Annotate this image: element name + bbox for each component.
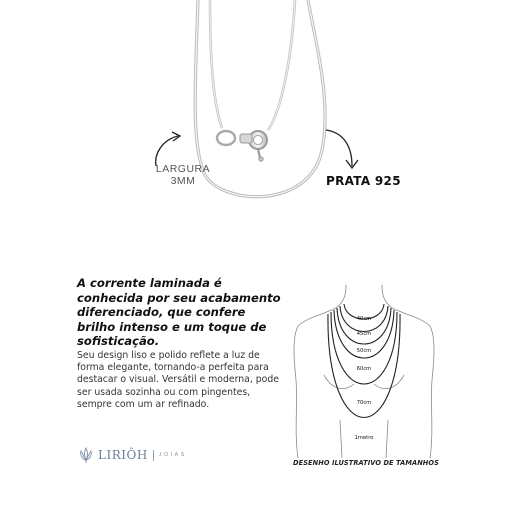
brand-logo xyxy=(78,445,187,465)
width-label-line2: 3MM xyxy=(170,175,196,187)
length-70cm-label: 70cm xyxy=(356,400,372,406)
width-label xyxy=(148,163,218,187)
size-diagram xyxy=(284,280,444,460)
length-1m-label: 1metro xyxy=(354,435,374,441)
length-45cm-label: 45cm xyxy=(356,331,372,337)
brand-subtitle: JOIAS xyxy=(158,452,187,458)
material-label: PRATA 925 xyxy=(326,174,401,188)
length-50cm-label: 50cm xyxy=(356,348,372,354)
brand-name: LIRIÔH xyxy=(98,448,148,462)
width-label-line1: LARGURA xyxy=(155,163,211,175)
length-60cm-label: 60cm xyxy=(356,366,372,372)
brand-divider xyxy=(153,450,154,461)
description-body: Seu design liso e polido reflete a luz de forma elegante, tornando-a perfeita para destacar o visual. Versátil e moderna, pode ser usada sozinha ou com pingentes, sempre com um ar refinado. xyxy=(77,350,279,410)
arrow-left-icon xyxy=(150,128,190,168)
description-headline: A corrente laminada é conhecida por seu acabamento diferenciado, que confere brilho intenso e um toque de sofisticação. xyxy=(77,276,281,349)
size-diagram-caption: DESENHO ILUSTRATIVO DE TAMANHOS xyxy=(293,459,439,467)
length-40cm-label: 40cm xyxy=(356,316,372,322)
arrow-right-icon xyxy=(322,128,367,176)
chain-photo xyxy=(0,0,510,240)
lily-icon xyxy=(78,446,94,464)
